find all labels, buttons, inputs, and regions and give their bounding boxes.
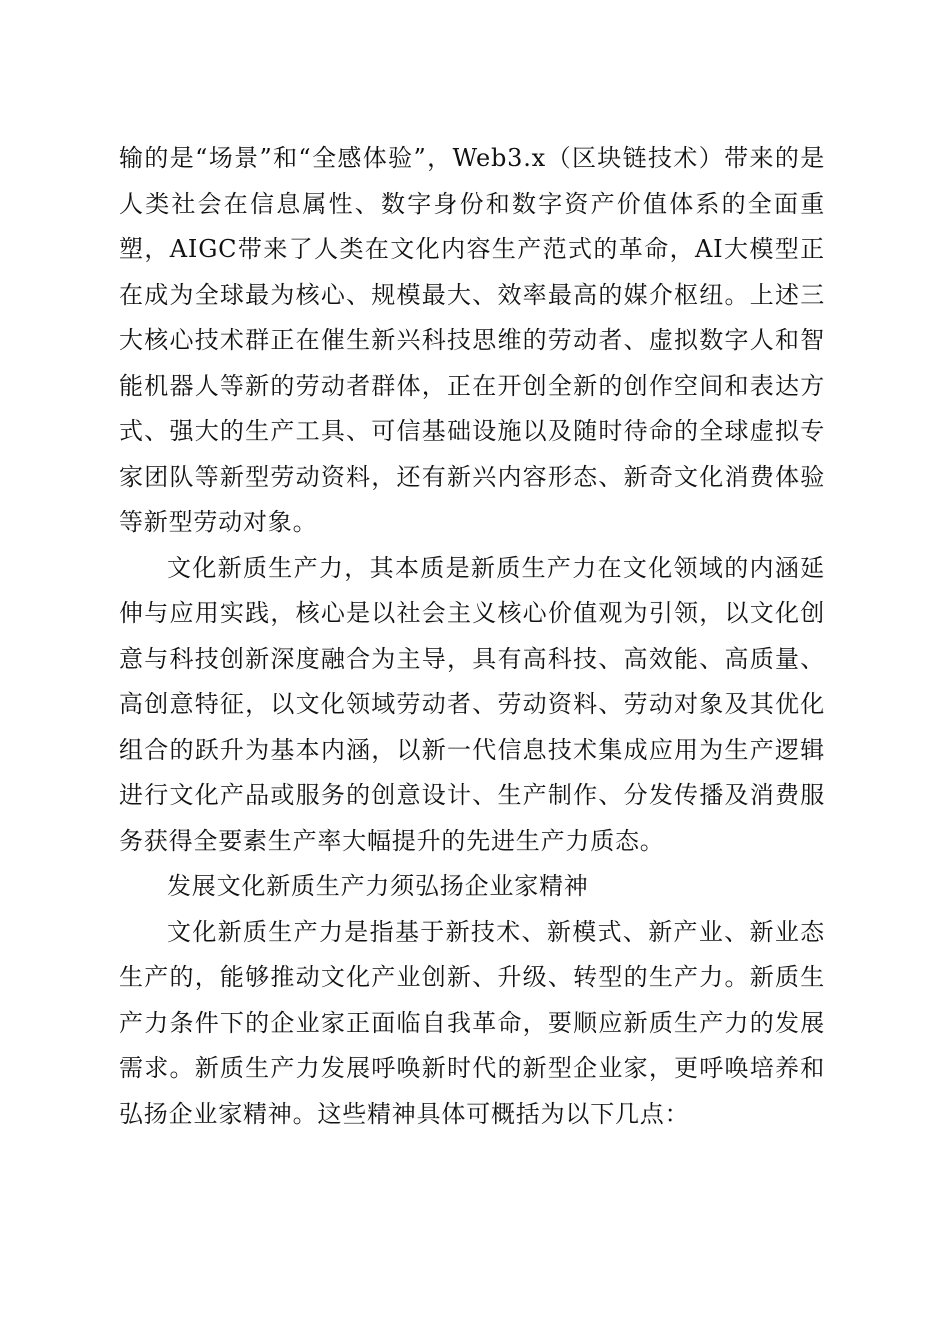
- paragraph-continued: 输的是“场景”和“全感体验”，Web3.x（区块链技术）带来的是人类社会在信息属性、数字身份和数字资产价值体系的全面重塑，AIGC带来了人类在文化内容生产范式的革命，AI大模型正在成为全球最为核心、规模最大、效率最高的媒介枢纽。上述三大核心技术群正在催生新兴科技思维的劳动者、虚拟数字人和智能机器人等新的劳动者群体，正在开创全新的创作空间和表达方式、强大的生产工具、可信基础设施以及随时待命的全球虚拟专家团队等新型劳动资料，还有新兴内容形态、新奇文化消费体验等新型劳动对象。: [119, 144, 825, 536]
- section-heading: 发展文化新质生产力须弘扬企业家精神: [167, 872, 589, 900]
- paragraph-section-body: 文化新质生产力是指基于新技术、新模式、新产业、新业态生产的，能够推动文化产业创新、升级、转型的生产力。新质生产力条件下的企业家正面临自我革命，要顺应新质生产力的发展需求。新质生产力发展呼唤新时代的新型企业家，更呼唤培养和弘扬企业家精神。这些精神具体可概括为以下几点：: [119, 917, 825, 1128]
- document-body: [119, 136, 825, 1137]
- paragraph-definition: 文化新质生产力，其本质是新质生产力在文化领域的内涵延伸与应用实践，核心是以社会主义核心价值观为引领，以文化创意与科技创新深度融合为主导，具有高科技、高效能、高质量、高创意特征，以文化领域劳动者、劳动资料、劳动对象及其优化组合的跃升为基本内涵，以新一代信息技术集成应用为生产逻辑进行文化产品或服务的创意设计、生产制作、分发传播及消费服务获得全要素生产率大幅提升的先进生产力质态。: [119, 553, 825, 855]
